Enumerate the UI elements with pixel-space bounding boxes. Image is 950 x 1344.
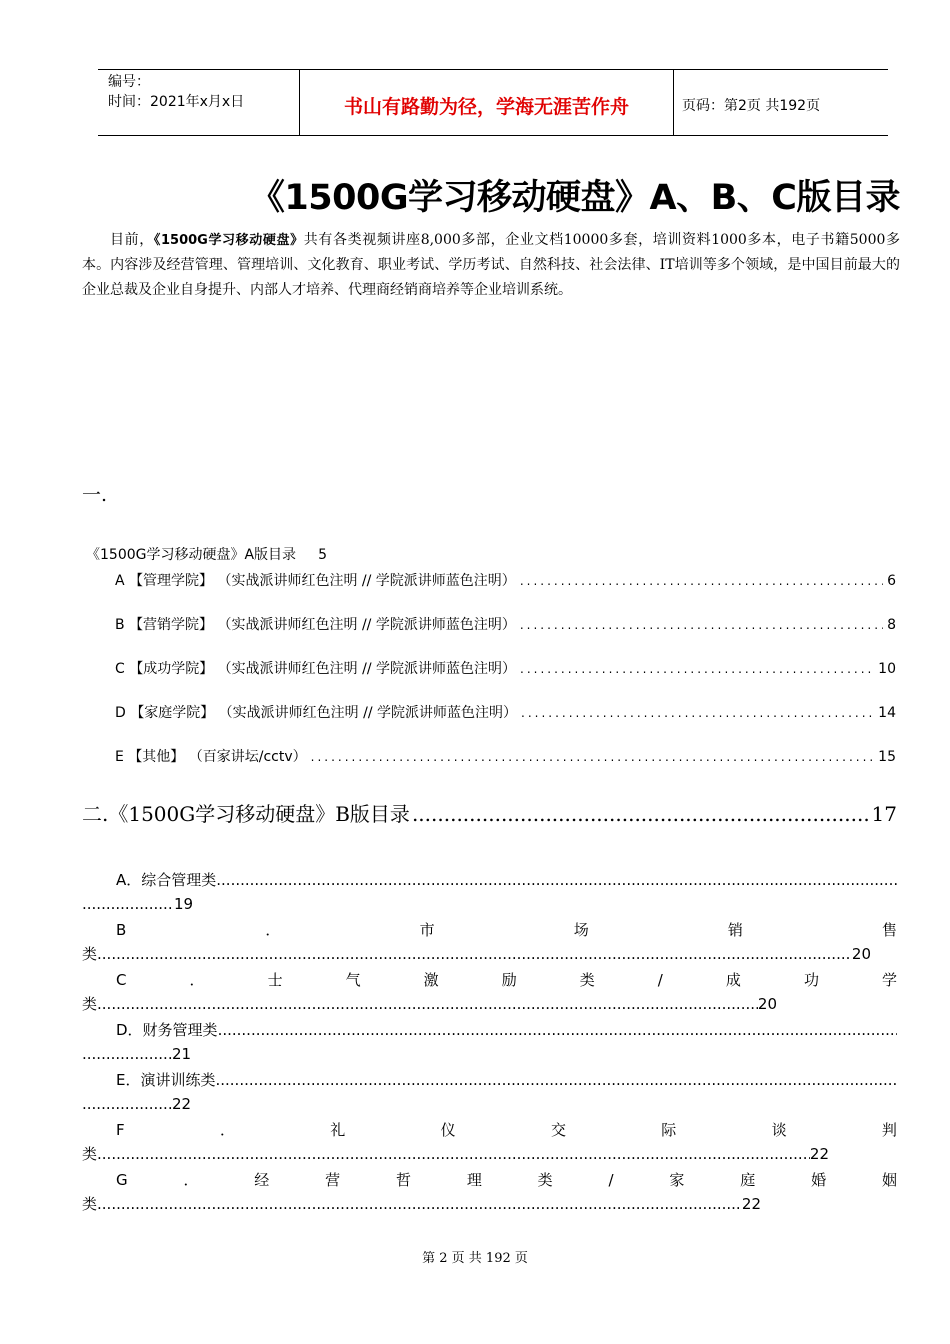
toc-entry-page: 8 [887, 617, 896, 633]
toc-b-page: 20 [851, 945, 871, 963]
toc-leader [218, 1018, 897, 1042]
toc-b-char: 成 [725, 971, 741, 989]
toc-b-char: / [608, 1171, 614, 1189]
toc-leader [215, 1068, 897, 1092]
toc-b-label: D．财务管理类 [116, 1021, 218, 1039]
toc-b-char: 励 [501, 971, 517, 989]
toc-b-char: 判 [881, 1121, 897, 1139]
document-title: 《1500G学习移动硬盘》A、B、C版目录 [249, 178, 900, 218]
toc-b-char: 礼 [330, 1121, 346, 1139]
toc-b-char: 类 [537, 1171, 553, 1189]
intro-body: 共有各类视频讲座8,000多部，企业文档10000多套，培训资料1000多本，电子书籍5000多本。内容涉及经营管理、管理培训、文化教育、职业考试、学历考试、自然科技、社会法律、IT培训等多个领域，是中国目前最大的企业总裁及企业自身提升、内部人才培养、代理商经销商培养等企业培训系统。 [82, 232, 900, 298]
toc-b-char: 仪 [440, 1121, 456, 1139]
toc-entry[interactable] [115, 702, 896, 722]
toc-b-label: A．综合管理类 [116, 871, 217, 889]
toc-leader [97, 992, 758, 1016]
toc-b-char: 激 [423, 971, 439, 989]
toc-b-char: ． [183, 1171, 199, 1189]
toc-b-char: 功 [803, 971, 819, 989]
toc-b-entry[interactable] [82, 918, 897, 966]
toc-b-page: 20 [757, 995, 777, 1013]
header-number: 编号： [108, 74, 150, 90]
toc-b-char: 经 [254, 1171, 270, 1189]
toc-leader [520, 618, 883, 632]
toc-leader [412, 802, 870, 826]
toc-leader [97, 1192, 742, 1216]
toc-b-label-spread [82, 918, 897, 942]
toc-b-char: 气 [345, 971, 361, 989]
toc-b-char: 姻 [881, 1171, 897, 1189]
toc-leader [82, 1092, 172, 1116]
toc-b-entry[interactable] [82, 868, 897, 916]
intro-lead: 目前， [110, 232, 154, 248]
toc-leader [82, 892, 174, 916]
section-2-page: 17 [871, 802, 897, 826]
toc-b-char: 哲 [395, 1171, 411, 1189]
toc-b-char: 交 [550, 1121, 566, 1139]
toc-b-char: 婚 [811, 1171, 827, 1189]
toc-b-tail: 类 [82, 995, 98, 1013]
toc-b-page: 22 [809, 1145, 829, 1163]
page-footer: 第 2 页 共 192 页 [422, 1251, 528, 1266]
toc-b-entry[interactable] [82, 968, 897, 1016]
toc-b-char: 学 [881, 971, 897, 989]
toc-b-char: 营 [325, 1171, 341, 1189]
header-time: 时间：2021年x月x日 [108, 94, 245, 110]
toc-b-page: 21 [172, 1045, 192, 1063]
toc-b-char: ． [265, 921, 281, 939]
toc-b-char: 际 [661, 1121, 677, 1139]
toc-a-title-text: 《1500G学习移动硬盘》A版目录 [86, 547, 297, 563]
section-2-heading[interactable] [82, 798, 897, 827]
toc-leader [520, 662, 874, 676]
toc-b-char: 销 [727, 921, 743, 939]
section-2-title: 二.《1500G学习移动硬盘》B版目录 [82, 802, 410, 826]
toc-leader [216, 868, 897, 892]
toc-b-page: 22 [172, 1095, 192, 1113]
toc-entry[interactable] [115, 658, 896, 678]
section-1-heading: 一. [82, 484, 108, 506]
toc-entry-label: A 【管理学院】 （实战派讲师红色注明 // 学院派讲师蓝色注明） [115, 573, 516, 589]
toc-b-entry[interactable] [82, 1118, 897, 1166]
toc-entry-label: C 【成功学院】 （实战派讲师红色注明 // 学院派讲师蓝色注明） [115, 661, 517, 677]
toc-b-char: 家 [669, 1171, 685, 1189]
toc-b-entry[interactable] [82, 1168, 897, 1216]
header-top-rule [98, 69, 888, 70]
toc-leader [311, 750, 875, 764]
toc-leader [82, 1042, 172, 1066]
toc-entry[interactable] [115, 614, 896, 634]
toc-b-tail: 类 [82, 945, 98, 963]
toc-b-char: G [116, 1171, 128, 1189]
toc-a-title-page: 5 [318, 547, 327, 563]
toc-b-char: 售 [881, 921, 897, 939]
toc-b-page: 19 [174, 895, 194, 913]
toc-entry-page: 6 [887, 573, 896, 589]
toc-leader [97, 942, 852, 966]
toc-entry-label: E 【其他】 （百家讲坛/cctv） [115, 749, 307, 765]
toc-b-char: 场 [573, 921, 589, 939]
toc-b-page: 22 [741, 1195, 761, 1213]
header-divider [673, 70, 674, 136]
toc-entry-page: 10 [878, 661, 896, 677]
toc-b-entry[interactable] [82, 1068, 897, 1116]
toc-b-char: 谈 [771, 1121, 787, 1139]
toc-leader [521, 706, 874, 720]
toc-entry-page: 14 [878, 705, 896, 721]
toc-b-char: / [657, 971, 663, 989]
toc-entry-label: D 【家庭学院】 （实战派讲师红色注明 // 学院派讲师蓝色注明） [115, 705, 518, 721]
toc-b-label-spread [82, 968, 897, 992]
header-page-number: 页码：第2页 共192页 [682, 98, 821, 114]
toc-entry-label: B 【营销学院】 （实战派讲师红色注明 // 学院派讲师蓝色注明） [115, 617, 516, 633]
toc-entry-page: 15 [878, 749, 896, 765]
toc-b-tail: 类 [82, 1195, 98, 1213]
toc-b-char: 士 [267, 971, 283, 989]
toc-leader [520, 574, 883, 588]
header-meta [108, 72, 244, 112]
header-motto: 书山有路勤为径，学海无涯苦作舟 [343, 96, 629, 118]
toc-b-char: B [116, 921, 127, 939]
toc-b-label-spread [82, 1168, 897, 1192]
toc-b-char: C [116, 971, 127, 989]
toc-entry[interactable] [115, 746, 896, 766]
toc-leader [97, 1142, 810, 1166]
intro-product: 《1500G学习移动硬盘》 [153, 233, 304, 248]
toc-b-char: 市 [419, 921, 435, 939]
toc-b-label-spread [82, 1118, 897, 1142]
toc-entry[interactable] [115, 570, 896, 590]
toc-b-char: ． [189, 971, 205, 989]
toc-b-tail: 类 [82, 1145, 98, 1163]
toc-b-char: ． [219, 1121, 235, 1139]
header-bottom-rule [98, 135, 888, 136]
toc-a-title [86, 544, 327, 564]
intro-paragraph [82, 228, 900, 303]
toc-b-char: F [116, 1121, 125, 1139]
toc-b-char: 庭 [740, 1171, 756, 1189]
toc-b-char: 理 [466, 1171, 482, 1189]
toc-b-entry[interactable] [82, 1018, 897, 1066]
toc-b-label: E．演讲训练类 [116, 1071, 216, 1089]
toc-b-char: 类 [579, 971, 595, 989]
